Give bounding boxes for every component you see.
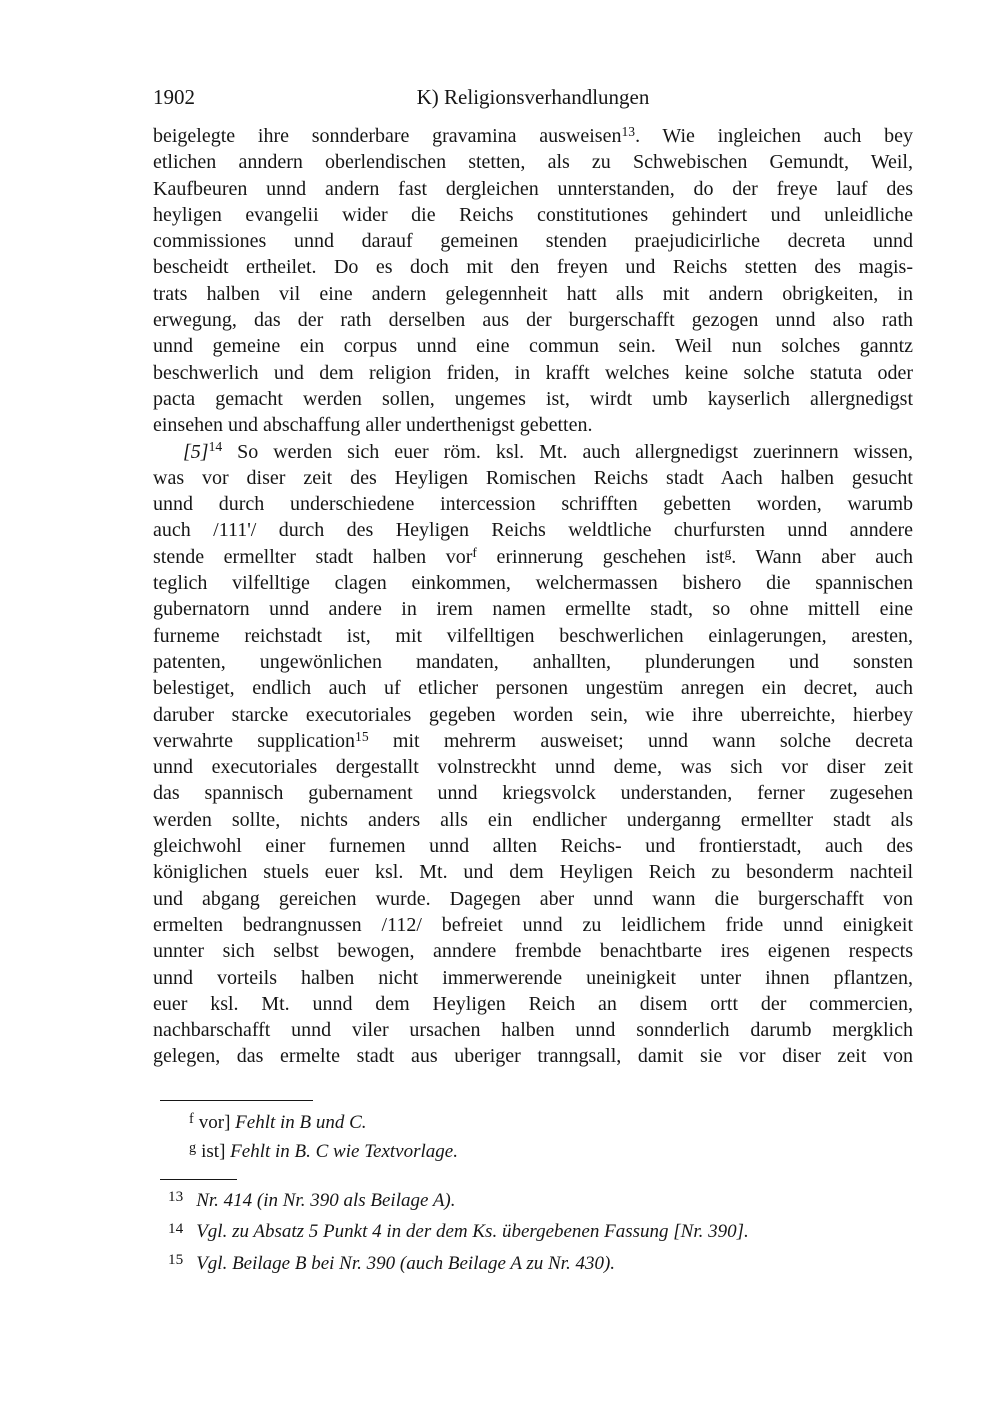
text-segment: f	[472, 544, 477, 560]
text-line	[153, 886, 913, 912]
text-line	[153, 570, 913, 596]
body-text	[153, 123, 913, 1070]
text-segment: trats halben vil eine andern gelegennheit hatt alls mit andern obrigkeiten, in	[153, 282, 913, 305]
footnote-mark: 14	[168, 1219, 184, 1237]
footnotes	[153, 1179, 913, 1281]
text-line	[153, 912, 913, 938]
text-segment: werden sollte, nichts anders alls ein endlicher underganng ermellter stadt als	[153, 808, 913, 831]
text-segment: verwahrte supplication	[153, 729, 356, 752]
text-segment: stende ermellter stadt halben vor	[153, 545, 473, 568]
text-line	[153, 149, 913, 175]
footnote-notes	[153, 1186, 913, 1281]
apparatus-notes	[153, 1109, 913, 1167]
text-line	[153, 675, 913, 701]
text-segment: 15	[355, 728, 369, 744]
text-segment: das spannisch gubernament unnd kriegsvolck understanden, ferner zugesehen	[153, 782, 913, 805]
text-line	[153, 702, 913, 728]
text-segment: königlichen stuels euer ksl. Mt. und dem Heyligen Reich zu besonderm nachteil	[153, 861, 913, 884]
apparatus-separator-rule	[160, 1100, 313, 1101]
footnote-text: Vgl. Beilage B bei Nr. 390 (auch Beilage A zu Nr. 430).	[196, 1252, 616, 1274]
text-segment: [5]	[183, 440, 209, 463]
text-segment: gelegen, das ermelte stadt aus uberiger tranngsall, damit sie vor diser zeit von	[153, 1045, 913, 1068]
text-segment: 13	[621, 123, 636, 139]
text-line	[153, 333, 913, 359]
footnote	[153, 1217, 913, 1249]
text-line	[153, 360, 913, 386]
text-segment: erinnerung geschehen ist	[476, 545, 725, 568]
text-line	[153, 780, 913, 806]
text-line	[153, 807, 913, 833]
text-segment: unnd durch underschiedene intercession schrifften gebetten worden, warumb	[153, 493, 913, 516]
text-line	[153, 307, 913, 333]
text-line	[153, 228, 913, 254]
text-line	[153, 465, 913, 491]
text-segment: beigelegte ihre sonnderbare gravamina ausweisen	[153, 125, 622, 147]
text-line	[153, 1017, 913, 1043]
text-segment: furneme reichstadt ist, mit vilfelltigen beschwerlichen einlagerungen, aresten,	[153, 624, 913, 647]
text-segment: gleichwohl einer furnemen unnd allten Reichs- und frontierstadt, auch des	[153, 835, 913, 858]
apparatus-note	[153, 1138, 913, 1167]
footnote-text: Nr. 414 (in Nr. 390 als Beilage A).	[196, 1189, 456, 1211]
apparatus-lemma: vor]	[198, 1111, 236, 1133]
text-line	[153, 202, 913, 228]
text-segment: beschwerlich und dem religion friden, in krafft welches keine solche statuta oder	[153, 361, 913, 384]
text-segment: bescheidt ertheilet. Do es doch mit den freyen und Reichs stetten des magis-	[153, 256, 913, 279]
text-segment: und abgang gereichen wurde. Dagegen aber unnd wann die burgerschafft von	[153, 887, 913, 910]
apparatus-note-mark: g	[189, 1139, 197, 1156]
text-segment: pacta gemacht werden sollen, ungemes ist, wirdt umb kayserlich allergnedigst	[153, 387, 913, 410]
text-segment: g	[724, 544, 732, 560]
text-column	[153, 84, 913, 1280]
text-line	[153, 544, 913, 570]
text-segment: unnd executoriales dergestallt volnstreckht unnd deme, was sich vor diser zeit	[153, 756, 913, 779]
page-number: 1902	[153, 85, 195, 109]
text-segment: belestiget, endlich auch uf etlicher personen ungestüm anregen ein decret, auch	[153, 677, 913, 700]
text-line	[153, 991, 913, 1017]
text-segment: . Wie ingleichen auch bey	[635, 125, 913, 147]
text-line	[153, 412, 913, 438]
text-segment: euer ksl. Mt. unnd dem Heyligen Reich an disem ortt der commercien,	[153, 992, 913, 1015]
text-segment: nachbarschafft unnd viler ursachen halben unnd sonnderlich darumb mergklich	[153, 1019, 913, 1042]
text-line	[153, 596, 913, 622]
text-line	[153, 176, 913, 202]
text-line	[153, 386, 913, 412]
text-segment: unnd vorteils halben nicht immerwerende uneinigkeit unter ihnen pflantzen,	[153, 966, 913, 989]
text-segment: So werden sich euer röm. ksl. Mt. auch allergnedigst zuerinnern wissen,	[222, 440, 913, 463]
text-line	[153, 491, 913, 517]
text-segment: was vor diser zeit des Heyligen Romischen Reichs stadt Aach halben gesucht	[153, 466, 913, 489]
text-segment: mit mehrerm ausweiset; unnd wann solche decreta	[368, 729, 913, 752]
text-line	[153, 1043, 913, 1069]
text-segment: einsehen und abschaffung aller underthenigst gebetten.	[153, 414, 593, 437]
text-segment: . Wann aber auch	[731, 545, 913, 568]
apparatus-note-text: Fehlt in B und C.	[235, 1111, 367, 1133]
footnote	[153, 1186, 913, 1218]
text-line	[153, 833, 913, 859]
text-segment: daruber starcke executoriales gegeben worden sein, wie ihre uberreichte, hierbey	[153, 703, 913, 726]
text-segment: etlichen anndern oberlendischen stetten, als zu Schwebischen Gemundt, Weil,	[153, 151, 913, 174]
text-line	[153, 123, 913, 149]
apparatus-lemma: ist]	[201, 1140, 231, 1162]
running-title: K) Religionsverhandlungen	[416, 85, 650, 109]
apparatus-note	[153, 1109, 913, 1138]
text-line	[153, 517, 913, 543]
footnote-separator-rule	[160, 1179, 237, 1180]
text-line	[153, 439, 913, 465]
text-line	[153, 728, 913, 754]
text-segment: gubernatorn unnd andere in irem namen ermellte stadt, so ohne mittell eine	[153, 598, 913, 621]
text-line	[153, 859, 913, 885]
apparatus-note-text: Fehlt in B. C wie Textvorlage.	[230, 1140, 458, 1162]
text-line	[153, 938, 913, 964]
text-line	[153, 965, 913, 991]
text-segment: commissiones unnd darauf gemeinen stenden praejudicirliche decreta unnd	[153, 230, 913, 253]
apparatus-note-mark: f	[189, 1110, 194, 1127]
text-segment: erwegung, das der rath derselben aus der burgerschafft gezogen unnd also rath	[153, 309, 913, 332]
text-segment: unnd gemeine ein corpus unnd eine commun sein. Weil nun solches ganntz	[153, 335, 913, 358]
page-header	[153, 84, 913, 110]
footnote-text: Vgl. zu Absatz 5 Punkt 4 in der dem Ks. übergebenen Fassung [Nr. 390].	[196, 1221, 749, 1243]
text-segment: heyligen evangelii wider die Reichs constitutiones gehindert und unleidliche	[153, 203, 913, 226]
critical-apparatus	[153, 1100, 913, 1167]
text-segment: patenten, ungewönlichen mandaten, anhallten, plunderungen und sonsten	[153, 650, 913, 673]
footnote-mark: 15	[168, 1251, 184, 1269]
text-line	[153, 649, 913, 675]
footnote	[153, 1249, 913, 1281]
text-segment: 14	[208, 439, 223, 455]
text-segment: auch /111'/ durch des Heyligen Reichs weldtliche churfursten unnd anndere	[153, 519, 913, 542]
text-line	[153, 754, 913, 780]
text-line	[153, 254, 913, 280]
footnote-mark: 13	[168, 1188, 184, 1206]
text-line	[153, 623, 913, 649]
text-segment: teglich vilfelltige clagen einkommen, welchermassen bishero die spannischen	[153, 572, 913, 595]
text-line	[153, 281, 913, 307]
text-segment: unnter sich selbst bewogen, anndere frembde benachtbarte ires eigenen respects	[153, 940, 913, 963]
text-segment: Kaufbeuren unnd andern fast dergleichen unnterstanden, do der freye lauf des	[153, 177, 913, 200]
text-segment: ermelten bedrangnussen /112/ befreiet unnd zu leidlichem fride unnd einigkeit	[153, 913, 913, 936]
